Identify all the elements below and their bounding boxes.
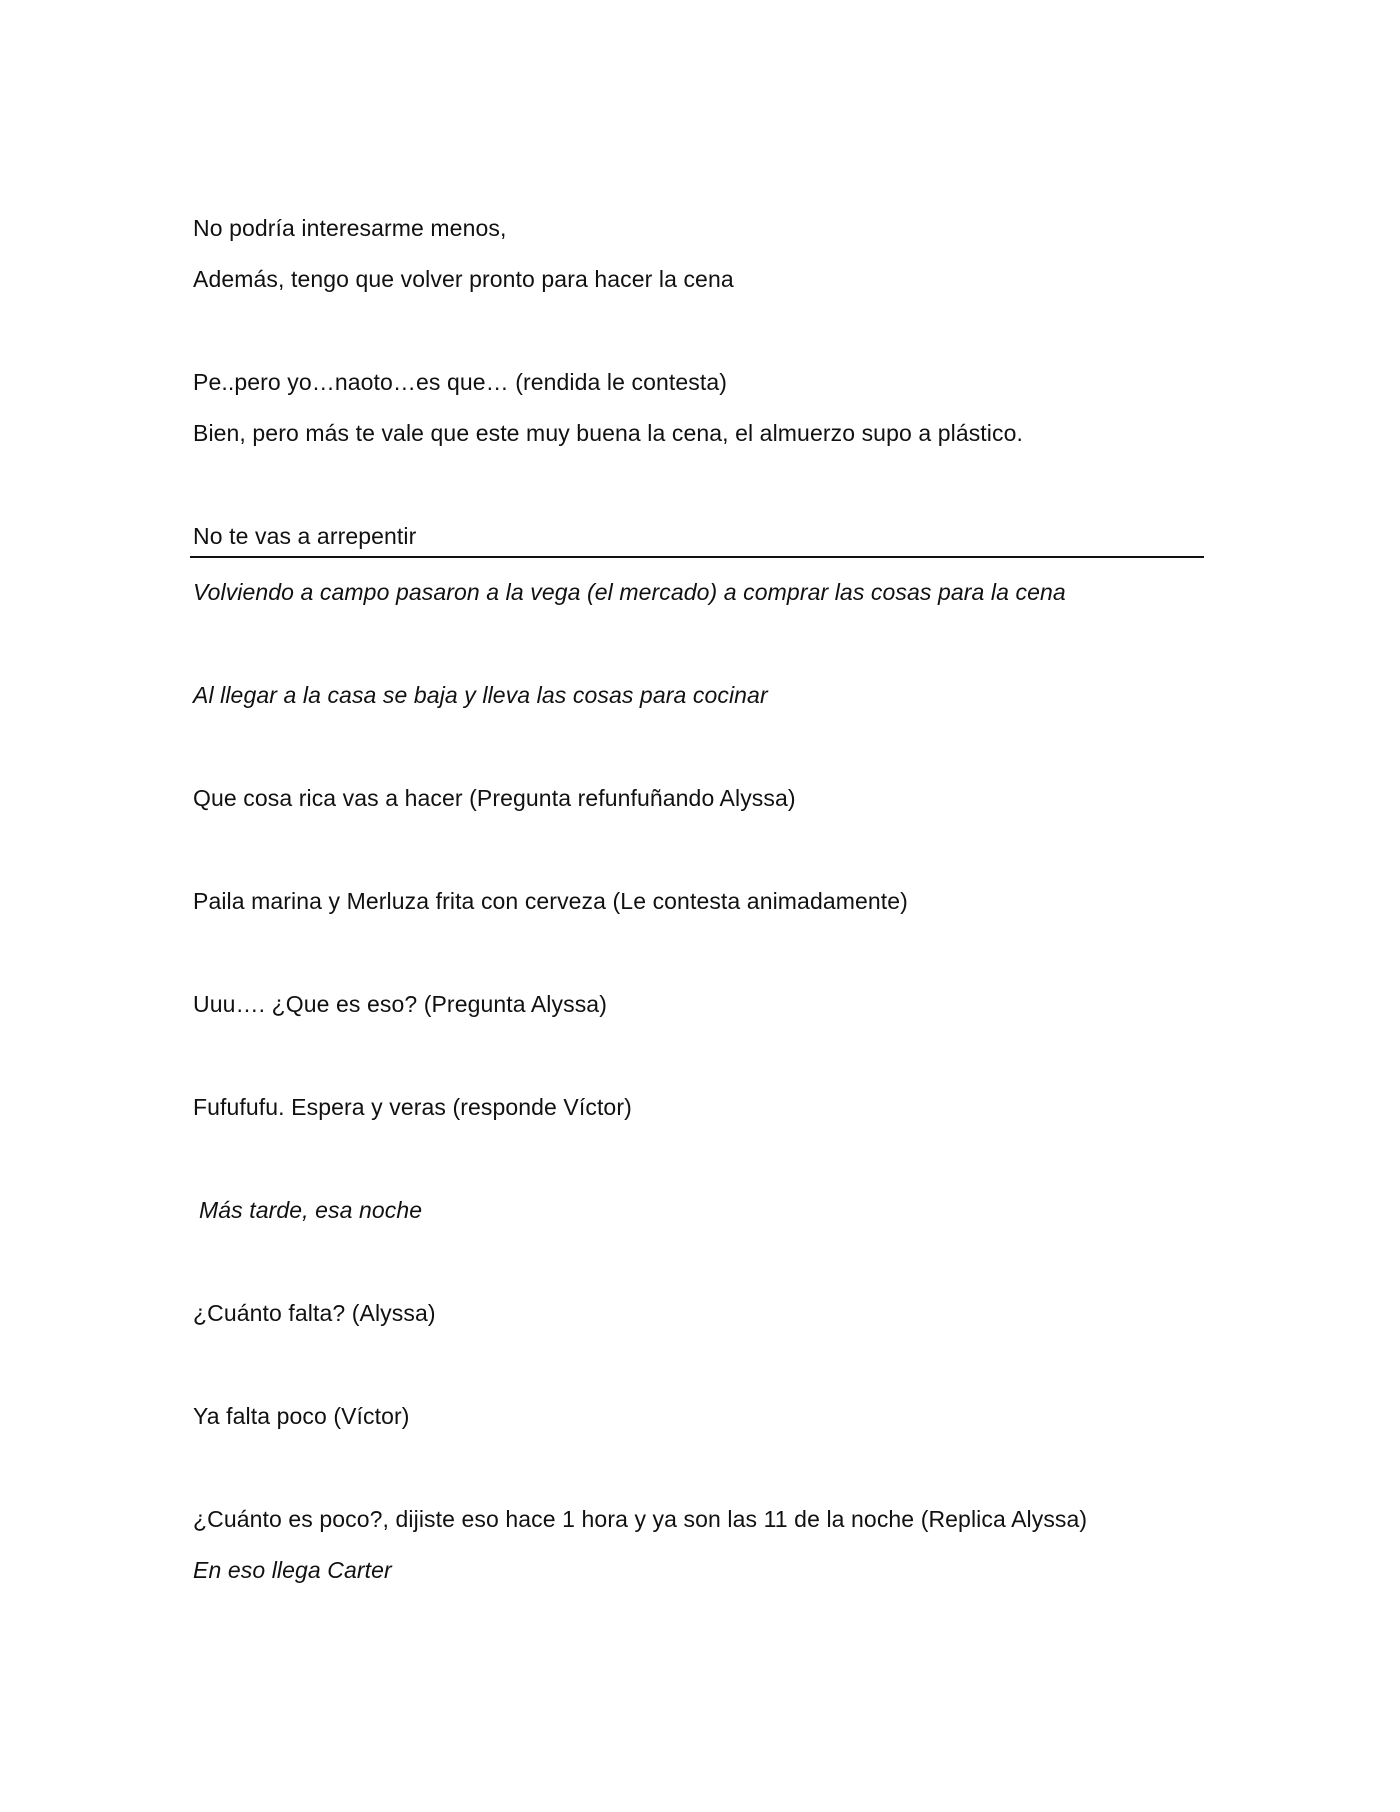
dialogue-line-3: Pe..pero yo…naoto…es que… (rendida le contesta) <box>193 369 728 395</box>
narration-line-2: Al llegar a la casa se baja y lleva las cosas para cocinar <box>193 682 768 708</box>
dialogue-line-8: Uuu…. ¿Que es eso? (Pregunta Alyssa) <box>193 991 607 1017</box>
dialogue-line-12: ¿Cuánto es poco?, dijiste eso hace 1 hora y ya son las 11 de la noche (Replica Alyssa) <box>193 1506 1088 1532</box>
dialogue-line-5: No te vas a arrepentir <box>193 523 417 549</box>
dialogue-line-1: No podría interesarme menos, <box>193 215 507 241</box>
dialogue-line-7: Paila marina y Merluza frita con cerveza (Le contesta animadamente) <box>193 888 908 914</box>
narration-line-3: Más tarde, esa noche <box>199 1197 423 1223</box>
dialogue-line-11: Ya falta poco (Víctor) <box>193 1403 410 1429</box>
narration-line-1: Volviendo a campo pasaron a la vega (el mercado) a comprar las cosas para la cena <box>193 579 1066 605</box>
horizontal-divider <box>190 556 1204 558</box>
dialogue-line-2: Además, tengo que volver pronto para hacer la cena <box>193 266 734 292</box>
dialogue-line-9: Fufufufu. Espera y veras (responde Víctor) <box>193 1094 632 1120</box>
dialogue-line-10: ¿Cuánto falta? (Alyssa) <box>193 1300 436 1326</box>
dialogue-line-6: Que cosa rica vas a hacer (Pregunta refunfuñando Alyssa) <box>193 785 796 811</box>
dialogue-line-4: Bien, pero más te vale que este muy buena la cena, el almuerzo supo a plástico. <box>193 420 1023 446</box>
narration-line-4: En eso llega Carter <box>193 1557 392 1583</box>
